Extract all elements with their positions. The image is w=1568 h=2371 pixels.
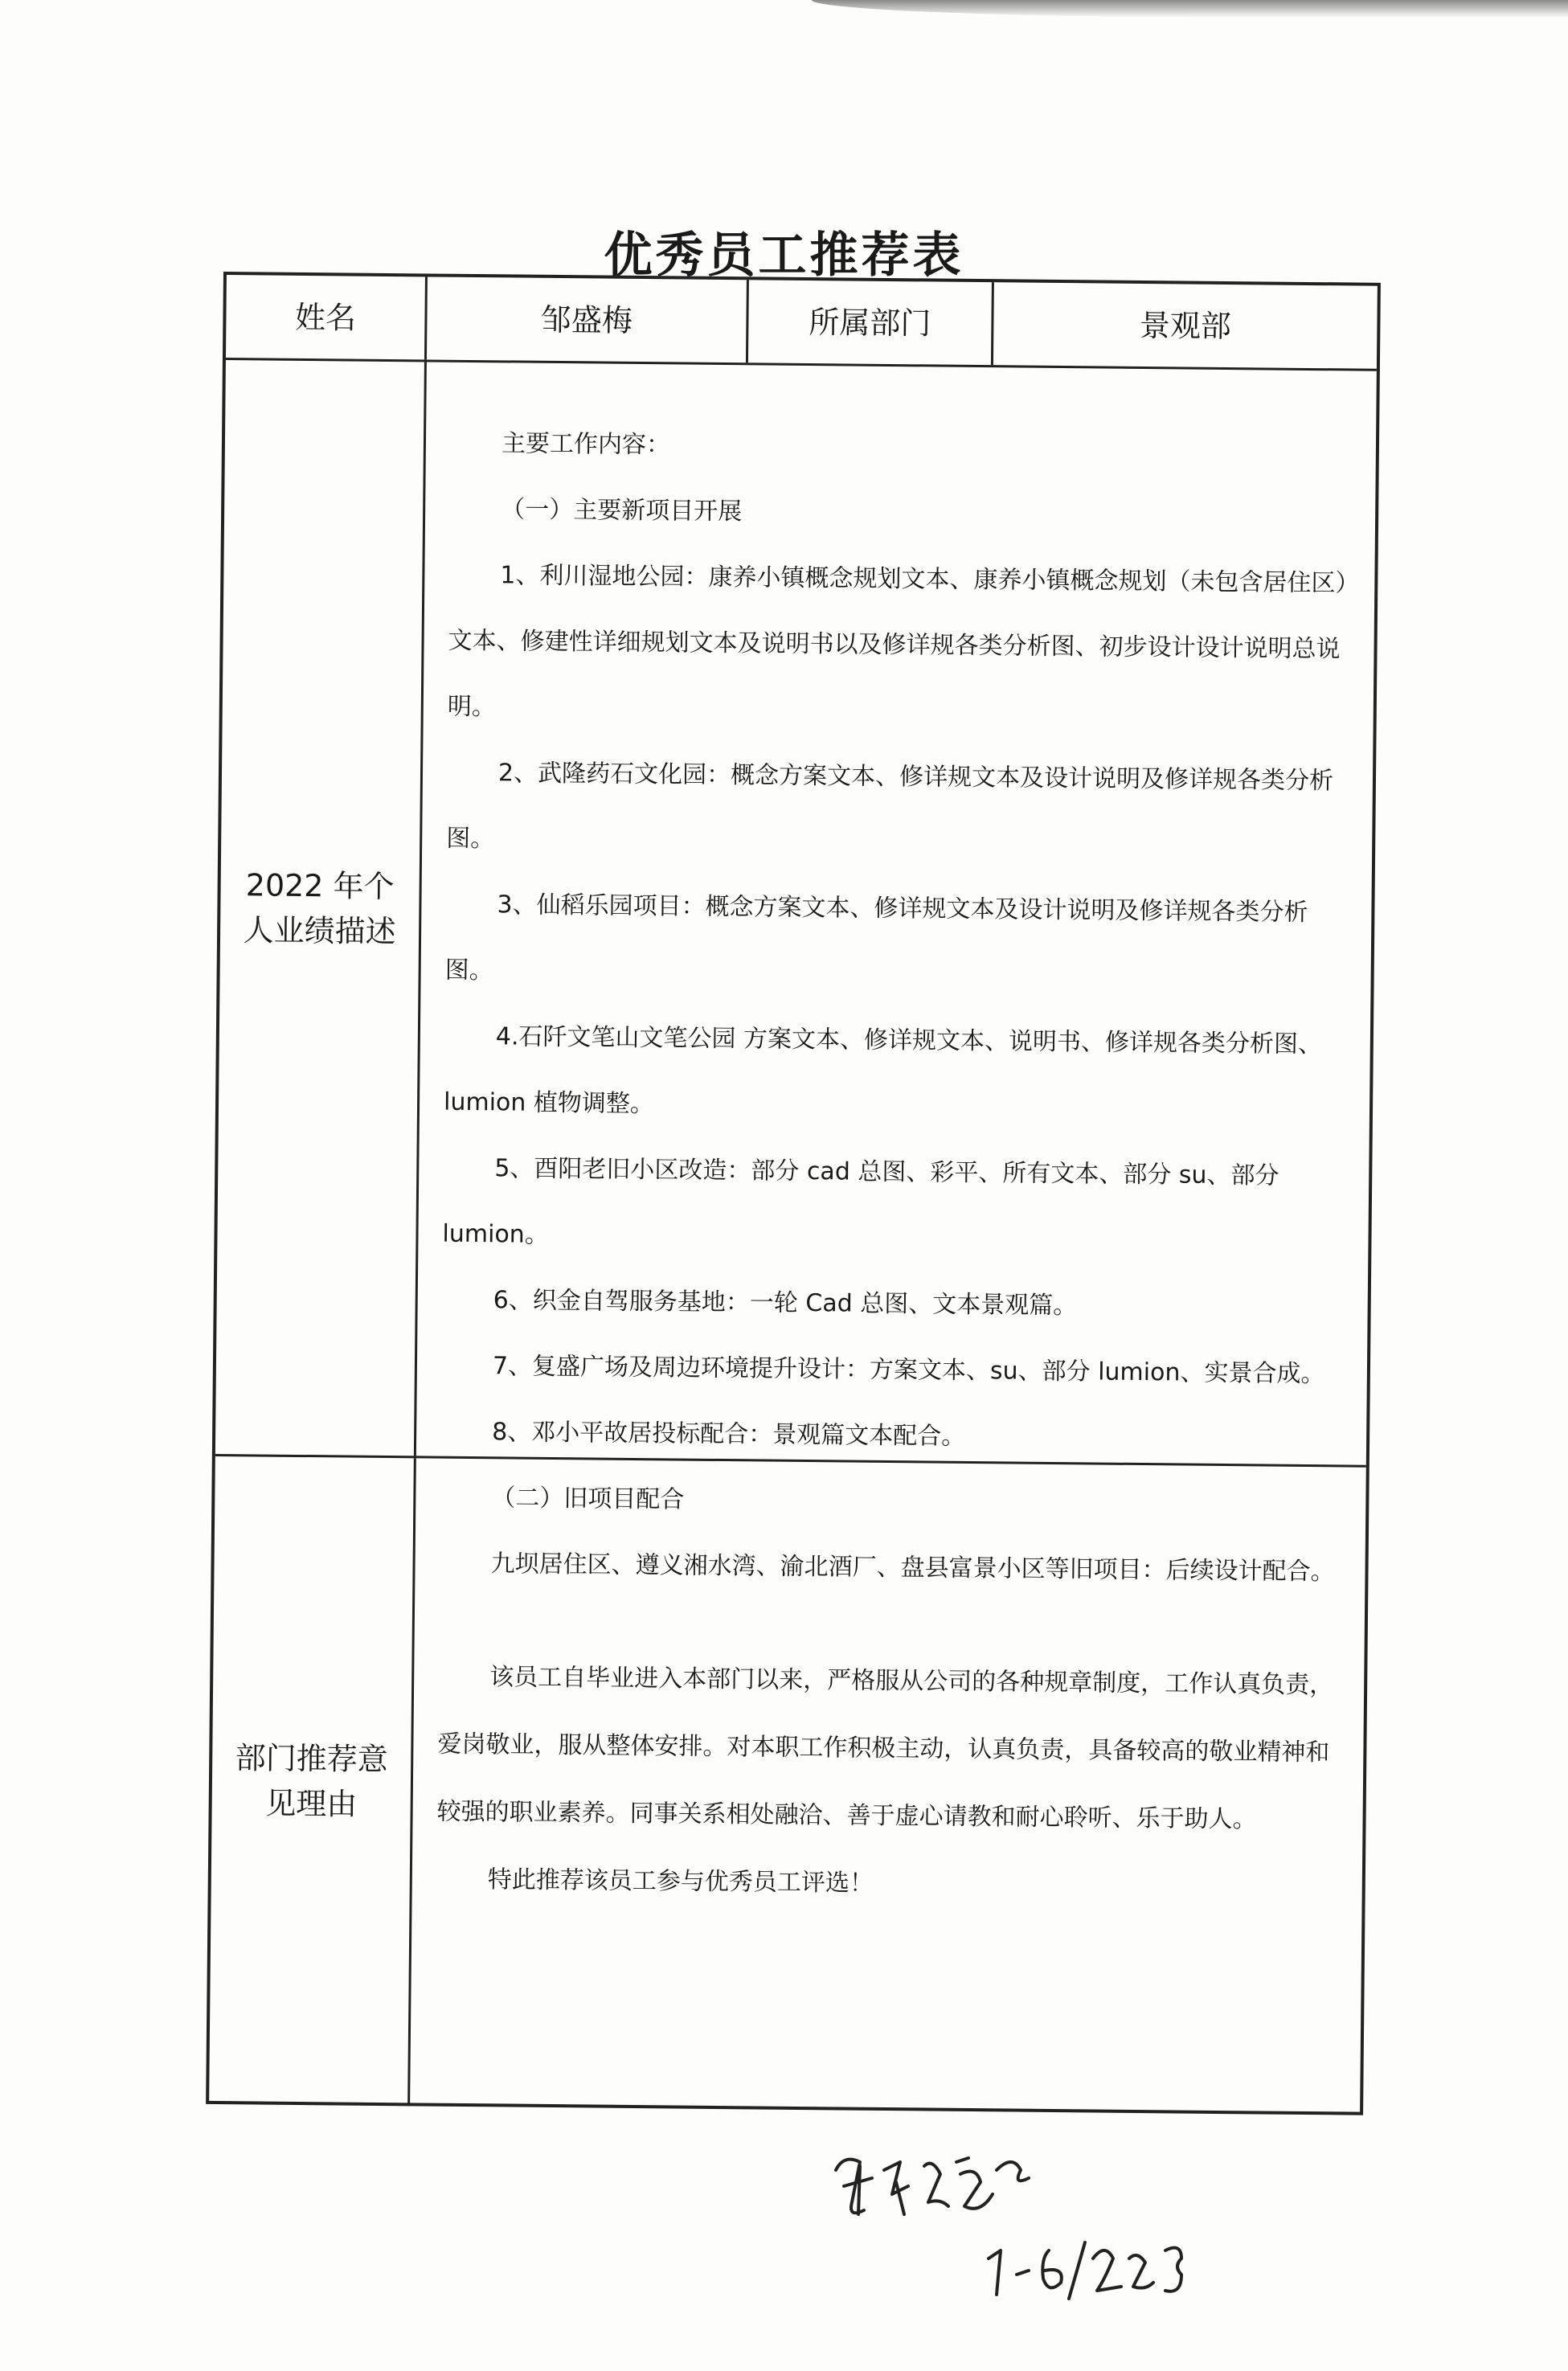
project-item: 3、仙稻乐园项目：概念方案文本、修详规文本及设计说明及修详规各类分析图。 xyxy=(444,891,1308,985)
recommendation-form-table xyxy=(206,272,1381,2115)
recommendation-closing: 特此推荐该员工参与优秀员工评选！ xyxy=(487,1865,874,1898)
project-item: 8、邓小平故居投标配合：景观篇文本配合。 xyxy=(491,1418,966,1451)
performance-content xyxy=(415,362,1377,1605)
performance-content-cell xyxy=(416,362,1377,1587)
department-value: 景观部 xyxy=(1139,307,1232,344)
document-title: 优秀员工推荐表 xyxy=(604,227,964,284)
name-label: 姓名 xyxy=(226,275,428,359)
recommendation-content-cell xyxy=(410,1458,1366,2115)
recommendation-label xyxy=(209,1456,416,2106)
recommendation-label-text: 部门推荐意见理由 xyxy=(235,1740,388,1822)
handwritten-signature xyxy=(828,2138,1230,2307)
performance-row xyxy=(215,360,1377,1587)
project-item: 6、织金自驾服务基地：一轮 Cad 总图、文本景观篇。 xyxy=(493,1286,1078,1321)
section-old-projects-title: （二）旧项目配合 xyxy=(491,1484,685,1514)
recommendation-content xyxy=(411,1458,1365,1922)
section-new-projects-title: （一）主要新项目开展 xyxy=(501,495,743,526)
recommendation-row xyxy=(209,1456,1366,2115)
old-projects-text: 九坝居住区、遵义湘水湾、渝北酒厂、盘县富景小区等旧项目：后续设计配合。 xyxy=(490,1550,1335,1587)
recommendation-paragraph: 该员工自毕业进入本部门以来，严格服从公司的各种规章制度，工作认真负责，爱岗敬业，服从整体安排。对本职工作积极主动，认真负责，具备较高的敬业精神和较强的职业素养。同事关系相处融洽、善于虚心请教和耐心聆听、乐于助人。 xyxy=(436,1663,1334,1834)
performance-label xyxy=(215,360,427,1456)
project-item: 7、复盛广场及周边环境提升设计：方案文本、su、部分 lumion、实景合成。 xyxy=(492,1352,1325,1389)
project-item: 1、利川湿地公园：康养小镇概念规划文本、康养小镇概念规划（未包含居住区）文本、修建性详细规划文本及说明书以及修详规各类分析图、初步设计设计说明总说明。 xyxy=(447,561,1348,722)
project-item: 4.石阡文笔山文笔公园 方案文本、修详规文本、说明书、修详规各类分析图、lumion 植物调整。 xyxy=(443,1022,1323,1119)
project-item: 5、酉阳老旧小区改造：部分 cad 总图、彩平、所有文本、部分 su、部分 lumion。 xyxy=(442,1154,1279,1249)
header-row xyxy=(226,275,1378,371)
page-edge-shadow xyxy=(812,0,1568,18)
name-value: 邹盛梅 xyxy=(427,276,749,362)
performance-label-text: 2022 年个人业绩描述 xyxy=(243,866,396,949)
work-heading: 主要工作内容： xyxy=(501,429,671,460)
project-item: 2、武隆药石文化园：概念方案文本、修详规文本及设计说明及修详规各类分析图。 xyxy=(446,759,1334,854)
department-label: 所属部门 xyxy=(748,280,994,365)
